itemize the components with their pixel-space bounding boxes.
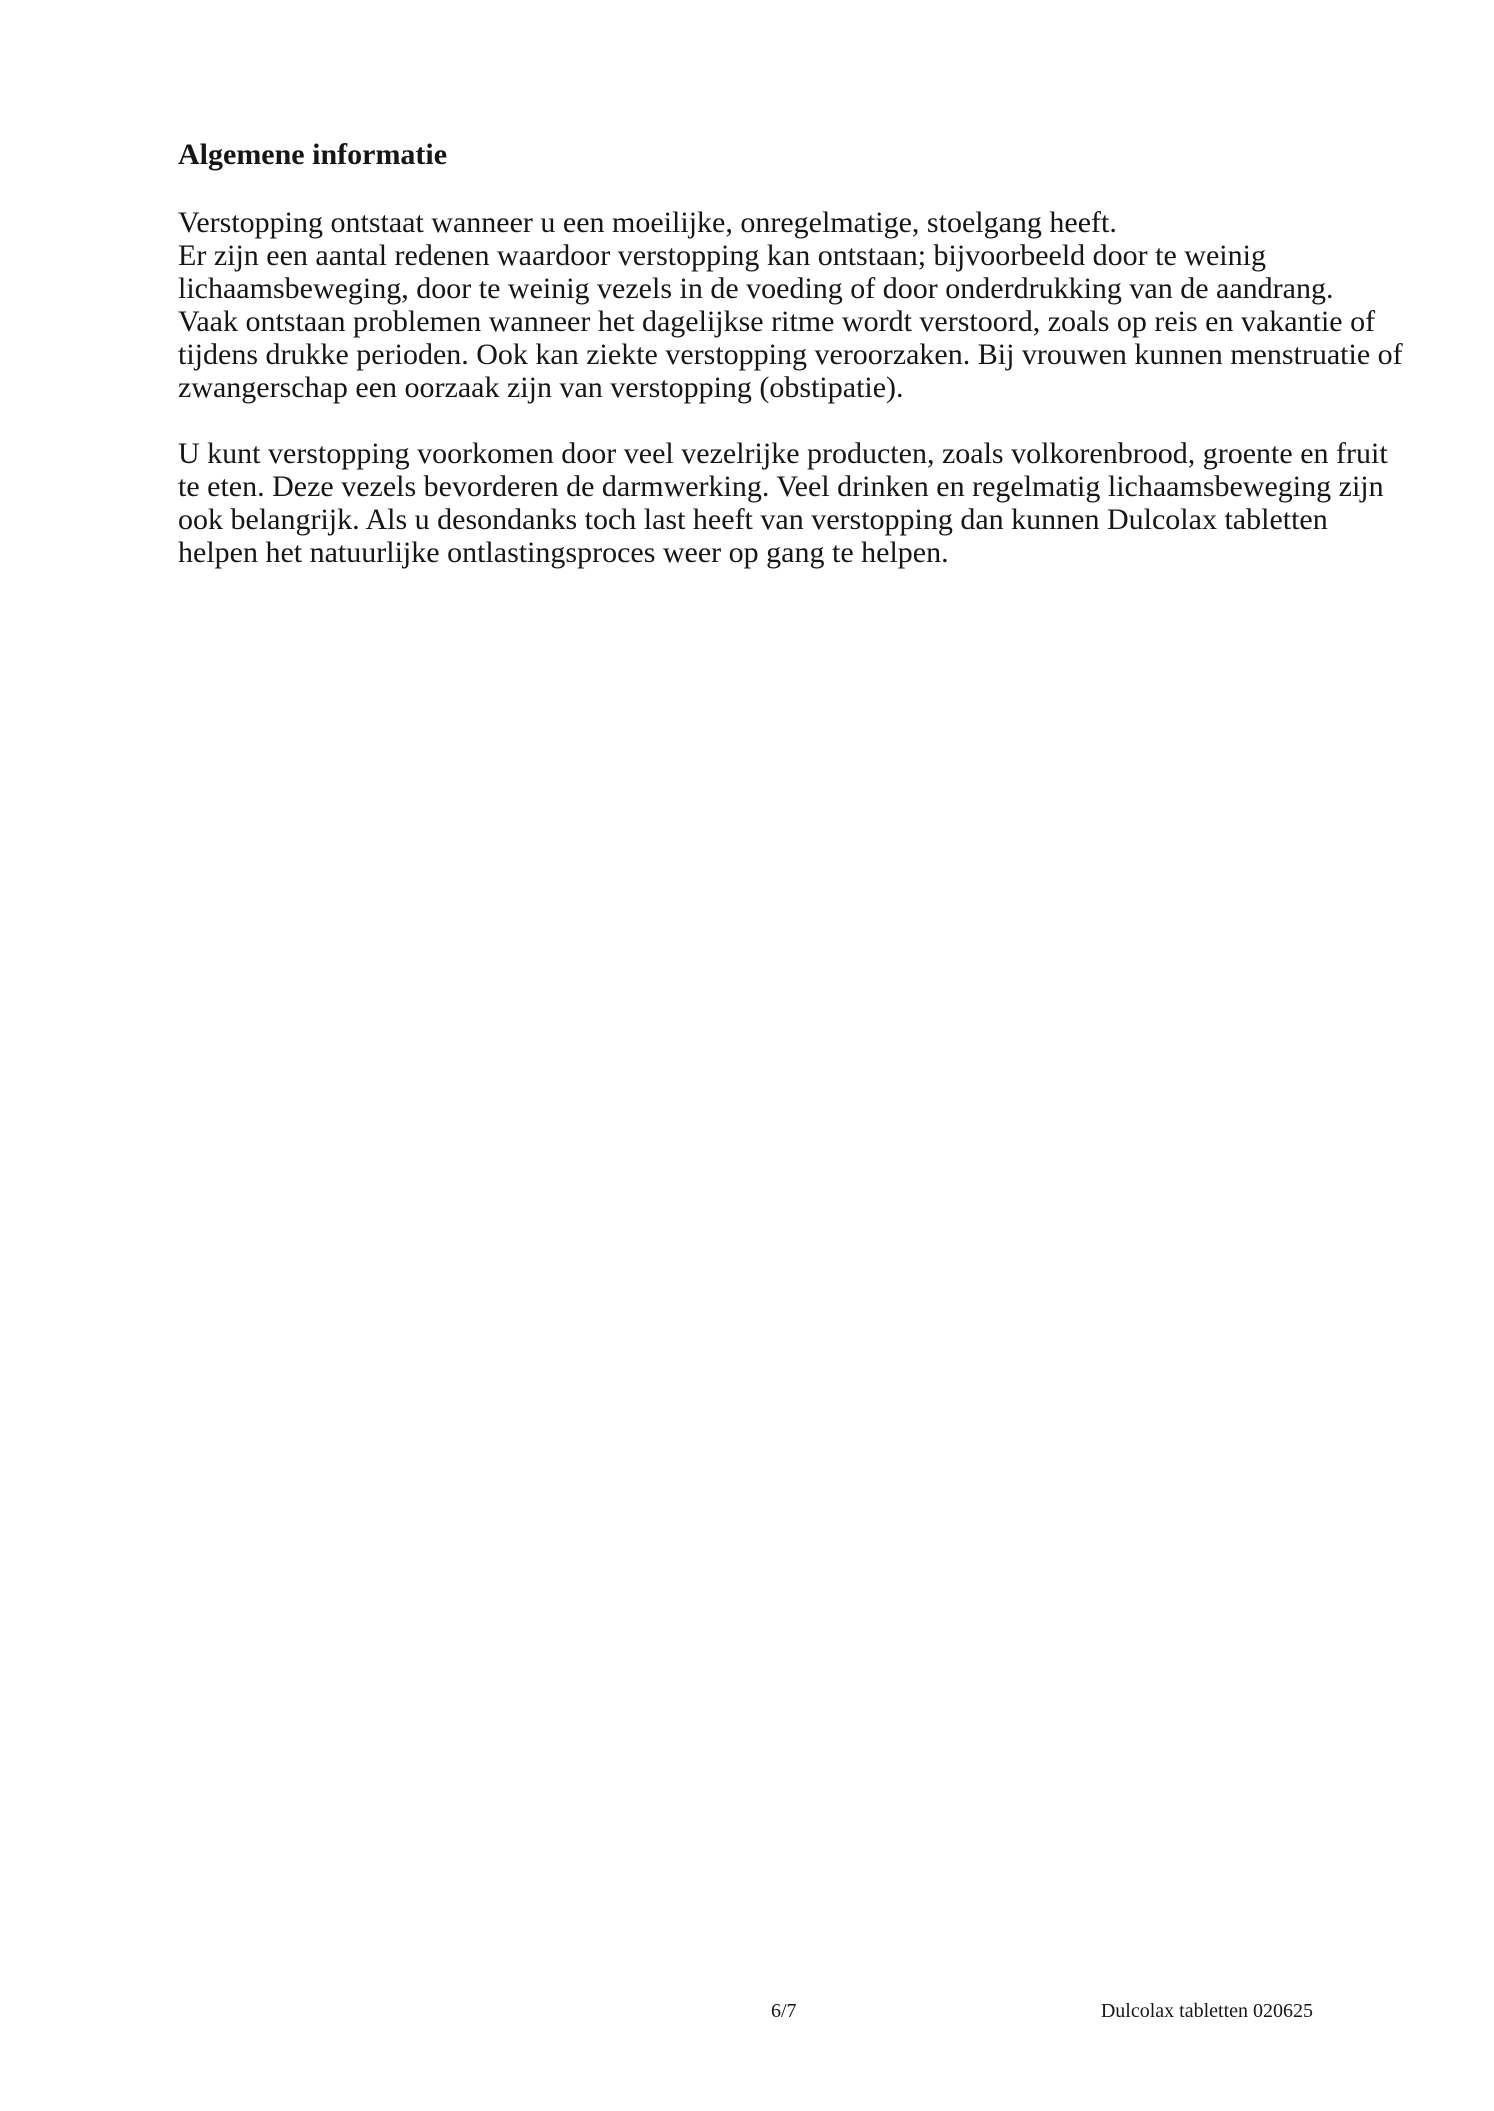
text-line: Verstopping ontstaat wanneer u een moeilijke, onregelmatige, stoelgang heeft.	[178, 206, 1117, 239]
paragraph-general-info-causes	[178, 206, 1403, 404]
text-line: Vaak ontstaan problemen wanneer het dagelijkse ritme wordt verstoord, zoals op reis en vakantie of	[178, 305, 1376, 338]
text-line: Er zijn een aantal redenen waardoor verstopping kan ontstaan; bijvoorbeeld door te weinig	[178, 239, 1266, 272]
text-line: te eten. Deze vezels bevorderen de darmwerking. Veel drinken en regelmatig lichaamsbeweging zijn	[178, 470, 1384, 503]
text-line: tijdens drukke perioden. Ook kan ziekte verstopping veroorzaken. Bij vrouwen kunnen menstruatie of	[178, 338, 1403, 371]
text-line: zwangerschap een oorzaak zijn van verstopping (obstipatie).	[178, 371, 904, 404]
text-line: helpen het natuurlijke ontlastingsproces weer op gang te helpen.	[178, 536, 949, 569]
text-line: U kunt verstopping voorkomen door veel vezelrijke producten, zoals volkorenbrood, groente en fruit	[178, 437, 1388, 470]
document-id: Dulcolax tabletten 020625	[1100, 2000, 1313, 2022]
section-heading: Algemene informatie	[178, 138, 448, 171]
text-line: ook belangrijk. Als u desondanks toch last heeft van verstopping dan kunnen Dulcolax tabletten	[178, 503, 1328, 536]
paragraph-prevention-advice	[178, 437, 1388, 569]
page-number: 6/7	[771, 2000, 797, 2022]
text-line: lichaamsbeweging, door te weinig vezels in de voeding of door onderdrukking van de aandrang.	[178, 272, 1334, 305]
